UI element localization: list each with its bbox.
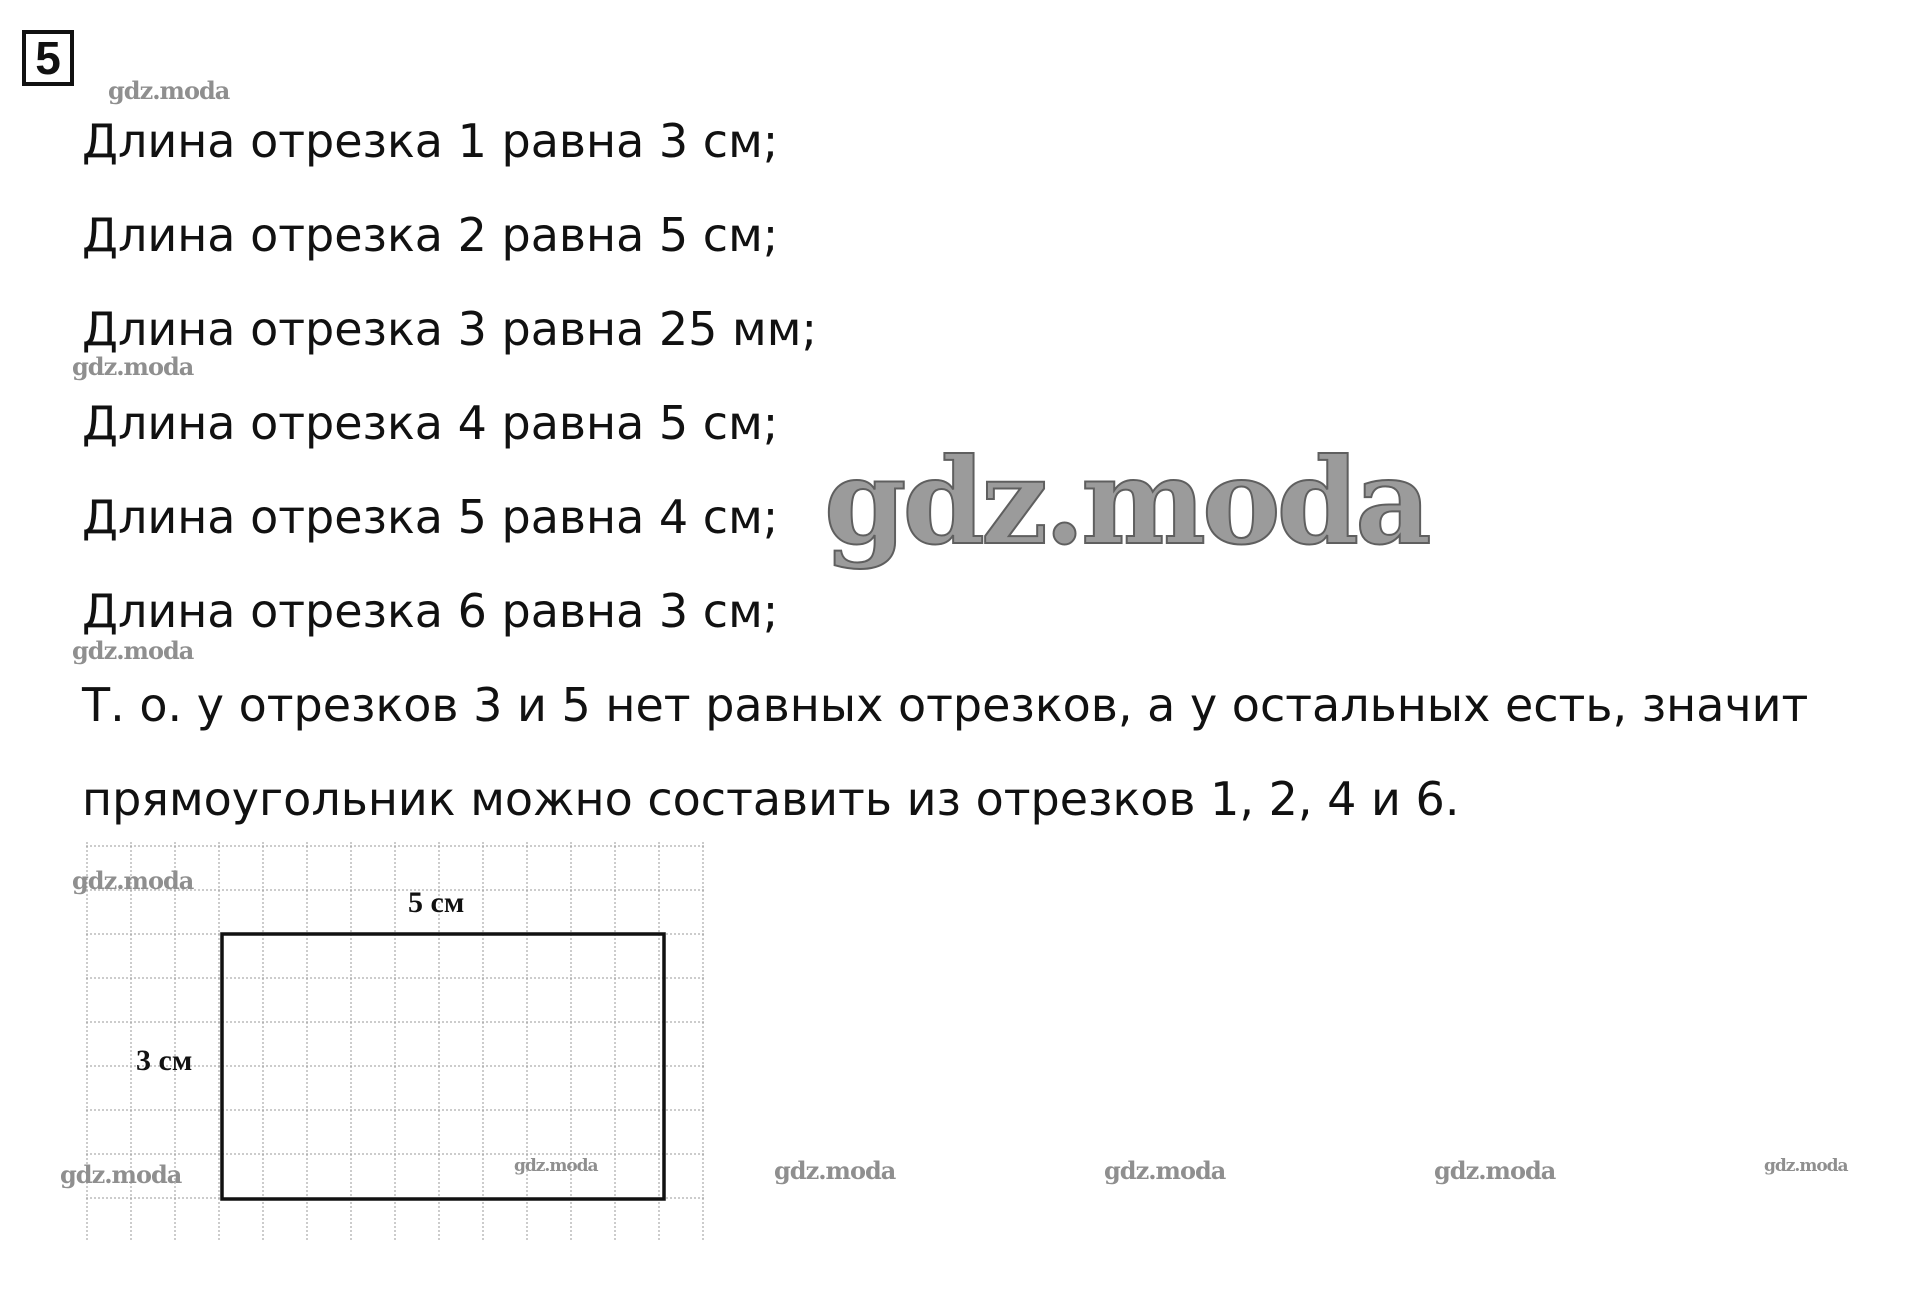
height-label: 3 см [136,1044,193,1077]
watermark: gdz.moda [72,352,194,381]
text-line-2: Длина отрезка 2 равна 5 см; [82,208,779,262]
watermark: gdz.moda [72,636,194,665]
width-label: 5 см [408,886,465,919]
task-number: 5 [22,30,74,86]
text-line-8: прямоугольник можно составить из отрезков 1, 2, 4 и 6. [82,772,1460,826]
text-line-5: Длина отрезка 5 равна 4 см; [82,490,779,544]
text-line-1: Длина отрезка 1 равна 3 см; [82,114,779,168]
watermark: gdz.moda [774,1156,896,1185]
watermark-large: gdz.moda [824,432,1428,571]
watermark: gdz.moda [72,866,194,895]
text-line-7: Т. о. у отрезков 3 и 5 нет равных отрезков, а у остальных есть, значит [82,678,1809,732]
watermark: gdz.moda [108,76,230,105]
text-line-3: Длина отрезка 3 равна 25 мм; [82,302,817,356]
watermark: gdz.moda [60,1160,182,1189]
watermark: gdz.moda [1104,1156,1226,1185]
watermark: gdz.moda [514,1156,598,1176]
watermark: gdz.moda [1764,1156,1848,1176]
watermark: gdz.moda [1434,1156,1556,1185]
text-line-6: Длина отрезка 6 равна 3 см; [82,584,779,638]
text-line-4: Длина отрезка 4 равна 5 см; [82,396,779,450]
